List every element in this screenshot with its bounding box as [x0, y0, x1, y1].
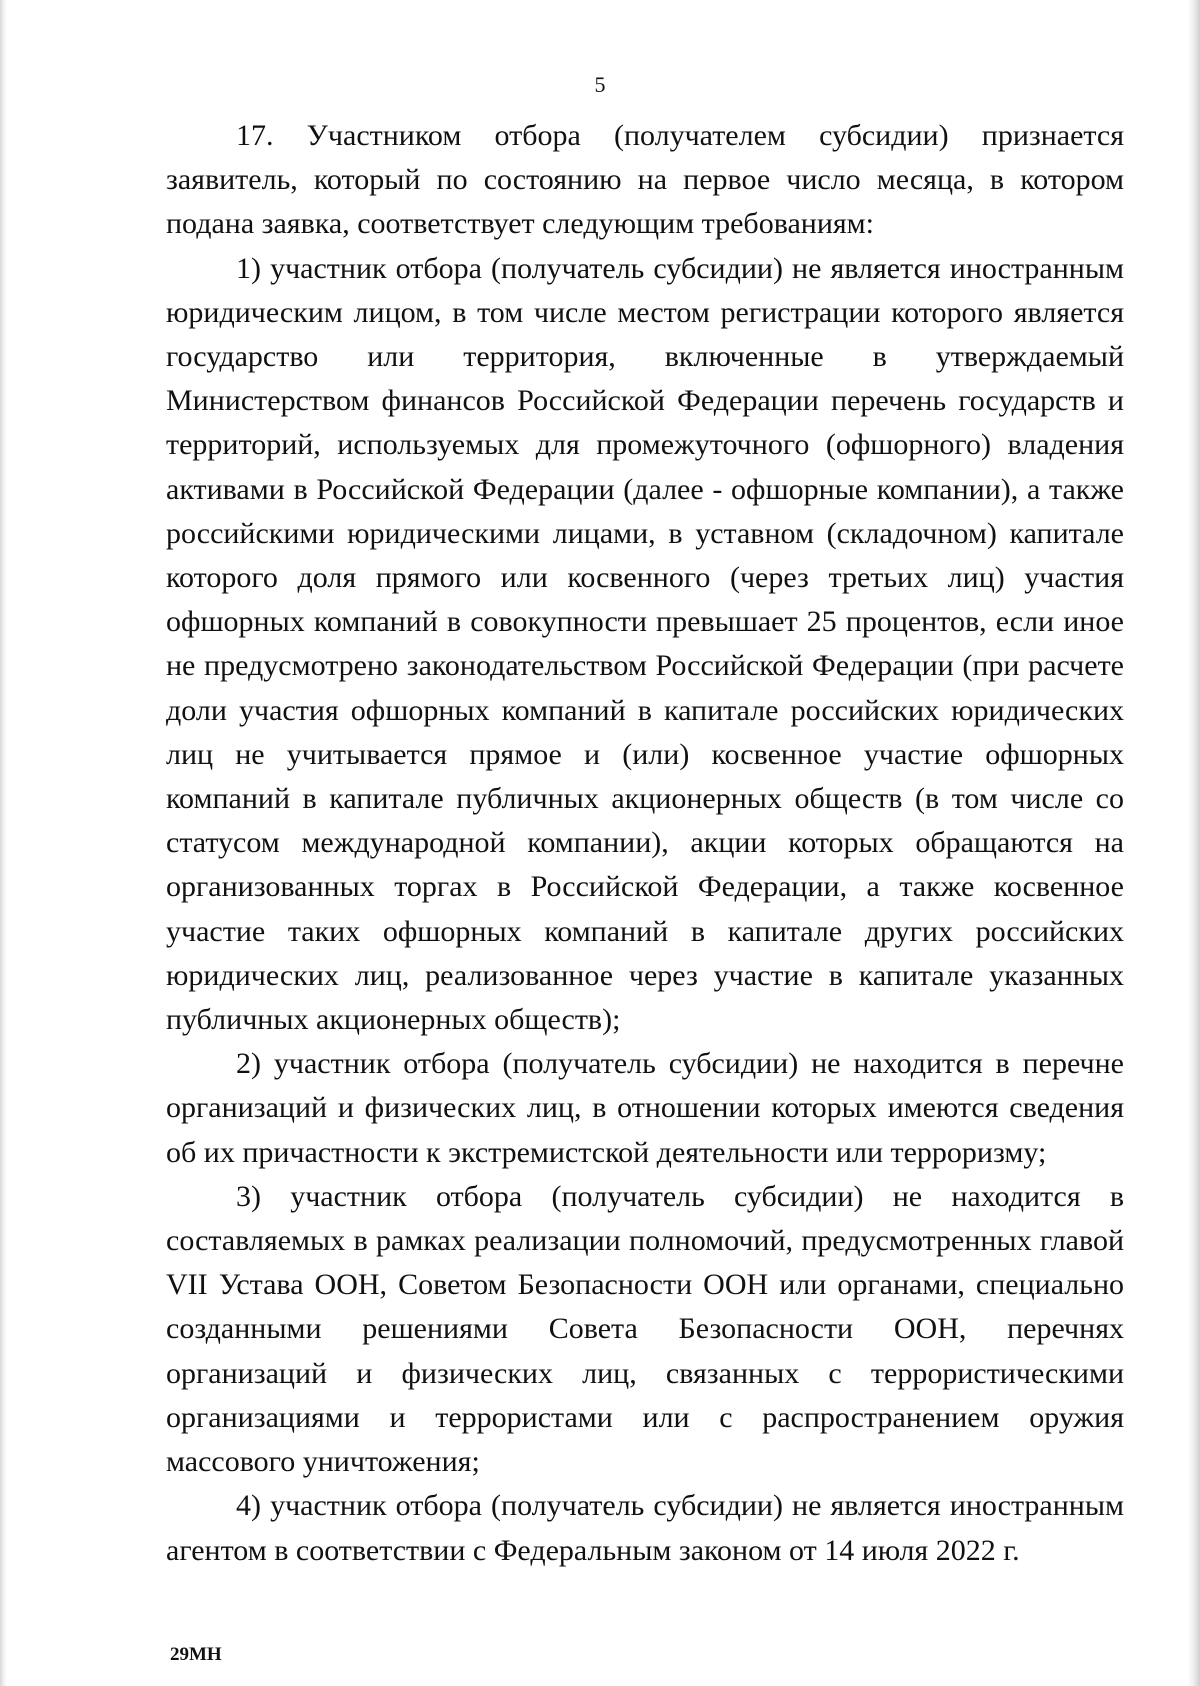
document-body — [166, 114, 1124, 1573]
scan-edge-left — [0, 0, 7, 1686]
paragraph-17: 17. Участником отбора (получателем субсидии) признается заявитель, который по состоянию на первое число месяца, в котором подана заявка, соответствует следующим требованиям: — [166, 119, 1124, 241]
footer-code: 29МН — [170, 1644, 222, 1665]
paragraph-item-2: 2) участник отбора (получатель субсидии) не находится в перечне организаций и физических лиц, в отношении которых имеются сведения об их причастности к экстремистской деятельности или терроризму; — [166, 1047, 1124, 1169]
paragraph-item-3: 3) участник отбора (получатель субсидии) не находится в составляемых в рамках реализации полномочий, предусмотренных главой VII Устава ООН, Советом Безопасности ООН или органами, специально созданными решениями Совета Безопасности ООН, перечнях организаций и физических лиц, связанных с террористическими организациями и террористами или с распространением оружия массового уничтожения; — [166, 1179, 1124, 1479]
page-number: 5 — [594, 72, 606, 97]
paragraph-item-1: 1) участник отбора (получатель субсидии) не является иностранным юридическим лицом, в том числе местом регистрации которого является государство или территория, включенные в утверждаемый Министерством финансов Российской Федерации перечень государств и территорий, используемых для промежуточного (офшорного) владения активами в Российской Федерации (далее - офшорные компании), а также российскими юридическими лицами, в уставном (складочном) капитале которого доля прямого или косвенного (через третьих лиц) участия офшорных компаний в совокупности превышает 25 процентов, если иное не предусмотрено законодательством Российской Федерации (при расчете доли участия офшорных компаний в капитале российских юридических лиц не учитывается прямое и (или) косвенное участие офшорных компаний в капитале публичных акционерных обществ (в том числе со статусом международной компании), акции которых обращаются на организованных торгах в Российской Федерации, а также косвенное участие таких офшорных компаний в капитале других российских юридических лиц, реализованное через участие в капитале указанных публичных акционерных обществ); — [166, 251, 1124, 1037]
paragraph-item-4: 4) участник отбора (получатель субсидии) не является иностранным агентом в соответствии с Федеральным законом от 14 июля 2022 г. — [166, 1489, 1124, 1567]
scan-edge-right — [1188, 0, 1200, 1686]
